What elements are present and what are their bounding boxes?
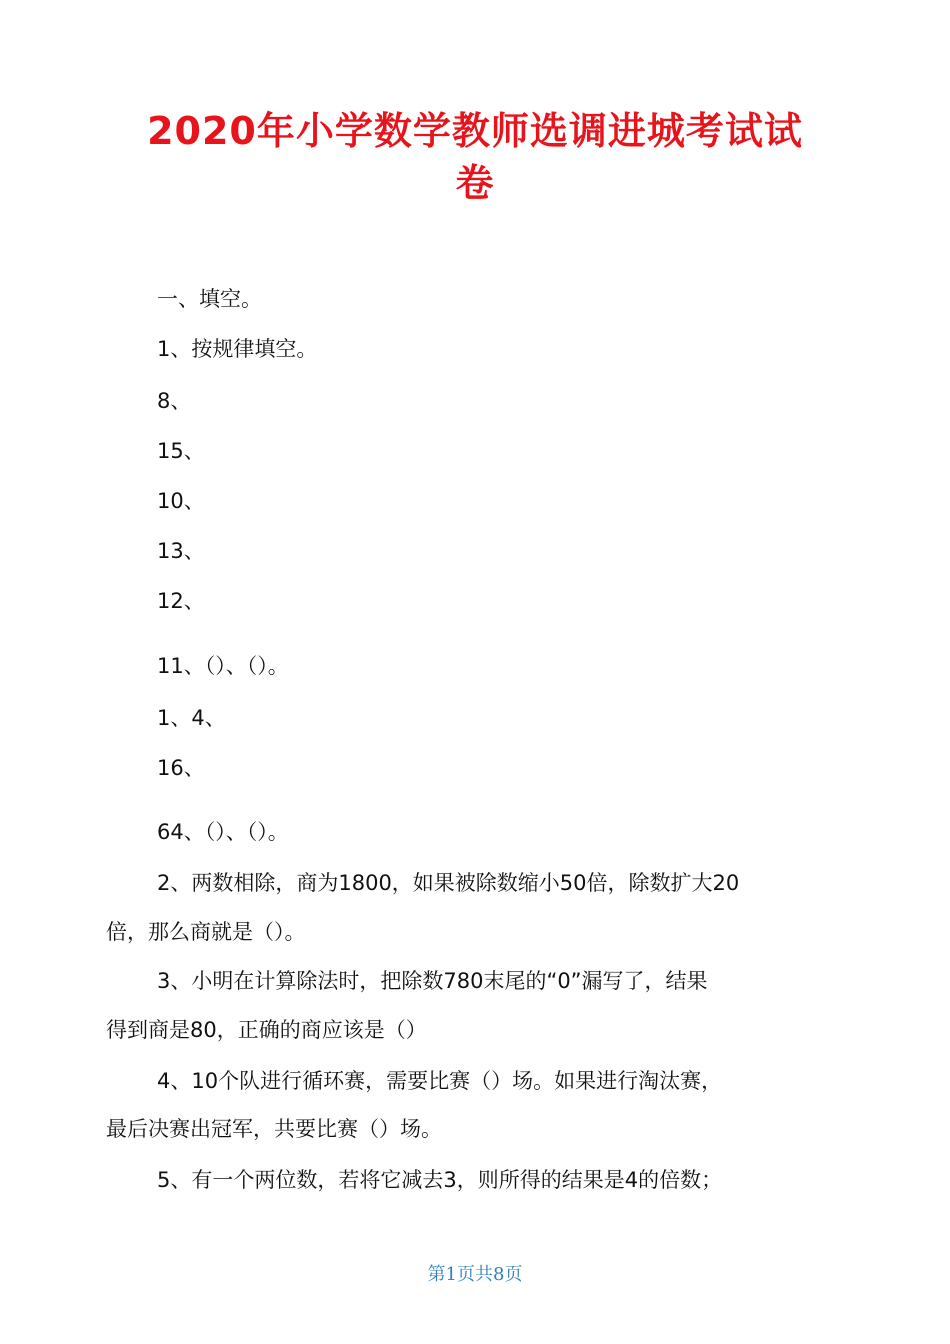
question-2-line-2: 倍，那么商就是（）。 (106, 920, 306, 944)
question-5-line-1: 5、有一个两位数，若将它减去3，则所得的结果是4的倍数； (157, 1168, 723, 1192)
sequence-item: 11、（）、（）。 (157, 654, 289, 678)
question-4-line-2: 最后决赛出冠军，共要比赛（）场。 (106, 1117, 442, 1141)
sequence-item: 10、 (157, 489, 205, 513)
sequence-item: 12、 (157, 589, 205, 613)
question-2-line-1: 2、两数相除，商为1800，如果被除数缩小50倍，除数扩大20 (157, 871, 740, 895)
question-4-line-1: 4、10个队进行循环赛，需要比赛（）场。如果进行淘汰赛， (157, 1069, 723, 1093)
sequence-item: 8、 (157, 389, 192, 413)
document-title-line-1: 2020年小学数学教师选调进城考试试 (147, 109, 803, 153)
page-footer: 第1页共8页 (427, 1264, 523, 1285)
sequence-item: 16、 (157, 756, 205, 780)
sequence-item: 15、 (157, 439, 205, 463)
sequence-item: 64、（）、（）。 (157, 820, 289, 844)
document-title-line-2: 卷 (455, 161, 495, 205)
sequence-item: 13、 (157, 539, 205, 563)
section-heading: 一、填空。 (157, 287, 262, 311)
sequence-item: 1、4、 (157, 706, 226, 730)
question-3-line-2: 得到商是80，正确的商应该是（） (106, 1018, 427, 1042)
question-1: 1、按规律填空。 (157, 337, 318, 361)
question-3-line-1: 3、小明在计算除法时，把除数780末尾的“0”漏写了，结果 (157, 969, 708, 993)
